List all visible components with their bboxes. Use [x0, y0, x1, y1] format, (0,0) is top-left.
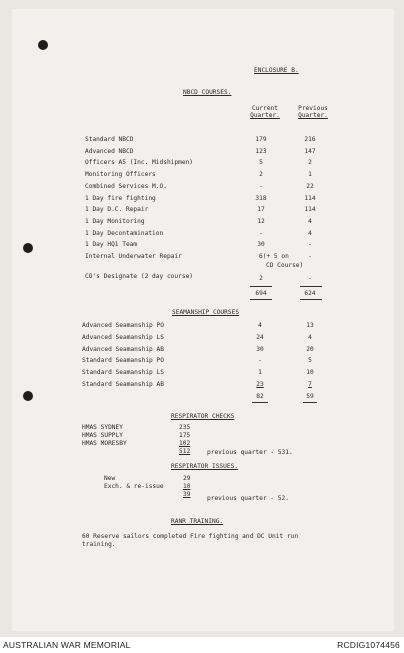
table-row-label: Standard Seamanship LS — [82, 369, 164, 377]
divider — [303, 402, 317, 403]
table-row-current: 2 — [259, 275, 263, 282]
respirator-issues-title: RESPIRATOR ISSUES. — [171, 463, 239, 470]
table-row-previous: 4 — [308, 333, 312, 341]
table-row-previous: 5 — [308, 357, 312, 365]
table-row-label: Advanced Seamanship AB — [82, 345, 164, 353]
ranr-text-line2: training. — [82, 541, 116, 548]
table-row-previous: 114 — [304, 194, 316, 202]
table-row-previous: 2 — [308, 159, 312, 167]
table-row-previous: 147 — [304, 147, 316, 155]
table-row-label: Officers A5 (Inc. Midshipmen) — [85, 159, 194, 167]
seamanship-total-current: 82 — [256, 393, 264, 400]
punch-hole — [23, 391, 33, 401]
table-row-current: 17 — [257, 206, 265, 214]
table-row-current: 1 — [258, 369, 262, 377]
table-row-current: 30 — [256, 345, 264, 353]
previous-quarter-header: Previous Quarter. — [298, 105, 328, 119]
seamanship-total-previous: 59 — [306, 393, 314, 400]
ri-row-value: 29 — [183, 475, 191, 482]
seamanship-title: SEAMANSHIP COURSES — [172, 309, 240, 316]
table-row-label: CO's Designate (2 day course) — [85, 273, 194, 280]
table-row-label: Monitoring Officers — [85, 171, 156, 179]
ranr-title: RANR TRAINING. — [171, 518, 224, 525]
ri-previous: previous quarter - 52. — [207, 495, 289, 502]
table-row-previous: 7 — [308, 381, 312, 388]
rc-row-value: 102 — [179, 440, 191, 447]
table-row-label: Standard NBCD — [85, 136, 134, 143]
table-row-current: - — [258, 357, 262, 365]
rc-row-label: HMAS SYDNEY — [82, 424, 123, 431]
table-row-current: - — [259, 182, 263, 190]
table-row-current: - — [259, 229, 263, 237]
table-row-current: 30 — [257, 241, 265, 249]
table-row-label: Standard Seamanship PO — [82, 357, 164, 365]
table-row-current: 23 — [256, 381, 264, 388]
footer-source: AUSTRALIAN WAR MEMORIAL — [3, 640, 131, 650]
ri-total: 39 — [183, 491, 191, 498]
nbcd-total-current: 694 — [255, 290, 267, 297]
divider — [250, 299, 272, 300]
rc-row-value: 235 — [179, 424, 191, 431]
table-row-current: 6(+ 5 on — [259, 253, 289, 260]
table-row-label: 1 Day HQ1 Team — [85, 241, 138, 249]
table-row-previous: 4 — [308, 229, 312, 237]
divider — [252, 402, 268, 403]
table-row-previous: 114 — [304, 206, 316, 214]
table-row-label: Combined Services M.O. — [85, 182, 167, 190]
divider — [300, 286, 322, 287]
table-row-label: 1 Day fire fighting — [85, 194, 156, 202]
divider — [250, 286, 272, 287]
nbcd-total-previous: 624 — [304, 290, 316, 297]
enclosure-label: ENCLOSURE B. — [254, 67, 299, 74]
table-row-current: 318 — [255, 194, 267, 202]
rc-total: 512 — [179, 448, 191, 455]
rc-previous: previous quarter - 531. — [207, 449, 293, 456]
table-row-label: Advanced Seamanship LS — [82, 333, 164, 341]
iur-note: CD Course) — [266, 262, 304, 269]
table-row-current: 24 — [256, 333, 264, 341]
table-row-current: 123 — [255, 147, 267, 155]
respirator-checks-title: RESPIRATOR CHECKS — [171, 413, 235, 420]
table-row-label: Advanced Seamanship PO — [82, 322, 164, 329]
table-row-current: 179 — [255, 136, 267, 143]
table-row-previous: - — [308, 275, 312, 282]
current-quarter-header: Current Quarter. — [250, 105, 280, 119]
table-row-previous: 10 — [306, 369, 314, 377]
ri-row-label: Exch. & re-issue — [104, 483, 164, 490]
table-row-label: 1 Day Monitoring — [85, 217, 145, 225]
rc-row-label: HMAS MORESBY — [82, 440, 127, 447]
table-row-previous: 20 — [306, 345, 314, 353]
nbcd-title: NBCD COURSES. — [183, 89, 232, 96]
divider — [300, 299, 322, 300]
table-row-label: 1 Day D.C. Repair — [85, 206, 149, 214]
rc-row-value: 175 — [179, 432, 191, 439]
table-row-label: Standard Seamanship AB — [82, 381, 164, 388]
table-row-current: 12 — [257, 217, 265, 225]
ri-row-label: New — [104, 475, 116, 482]
table-row-current: 4 — [258, 322, 262, 329]
table-row-previous: 13 — [306, 322, 314, 329]
table-row-previous: 4 — [308, 217, 312, 225]
table-row-previous: 22 — [306, 182, 314, 190]
table-row-label: Internal Underwater Repair — [85, 253, 182, 260]
table-row-previous: - — [308, 253, 312, 260]
rc-row-label: HMAS SUPPLY — [82, 432, 123, 439]
ranr-text-line1: 60 Reserve sailors completed Fire fighting and DC Unit run — [82, 533, 299, 540]
table-row-current: 5 — [259, 159, 263, 167]
punch-hole — [38, 40, 48, 50]
ri-row-value: 10 — [183, 483, 191, 490]
table-row-label: 1 Day Decontamination — [85, 229, 164, 237]
table-row-previous: 1 — [308, 171, 312, 179]
table-row-previous: 216 — [304, 136, 316, 143]
archive-footer — [0, 637, 404, 653]
footer-id: RCDIG1074456 — [337, 640, 400, 650]
punch-hole — [23, 243, 33, 253]
table-row-current: 2 — [259, 171, 263, 179]
table-row-previous: - — [308, 241, 312, 249]
table-row-label: Advanced NBCD — [85, 147, 134, 155]
